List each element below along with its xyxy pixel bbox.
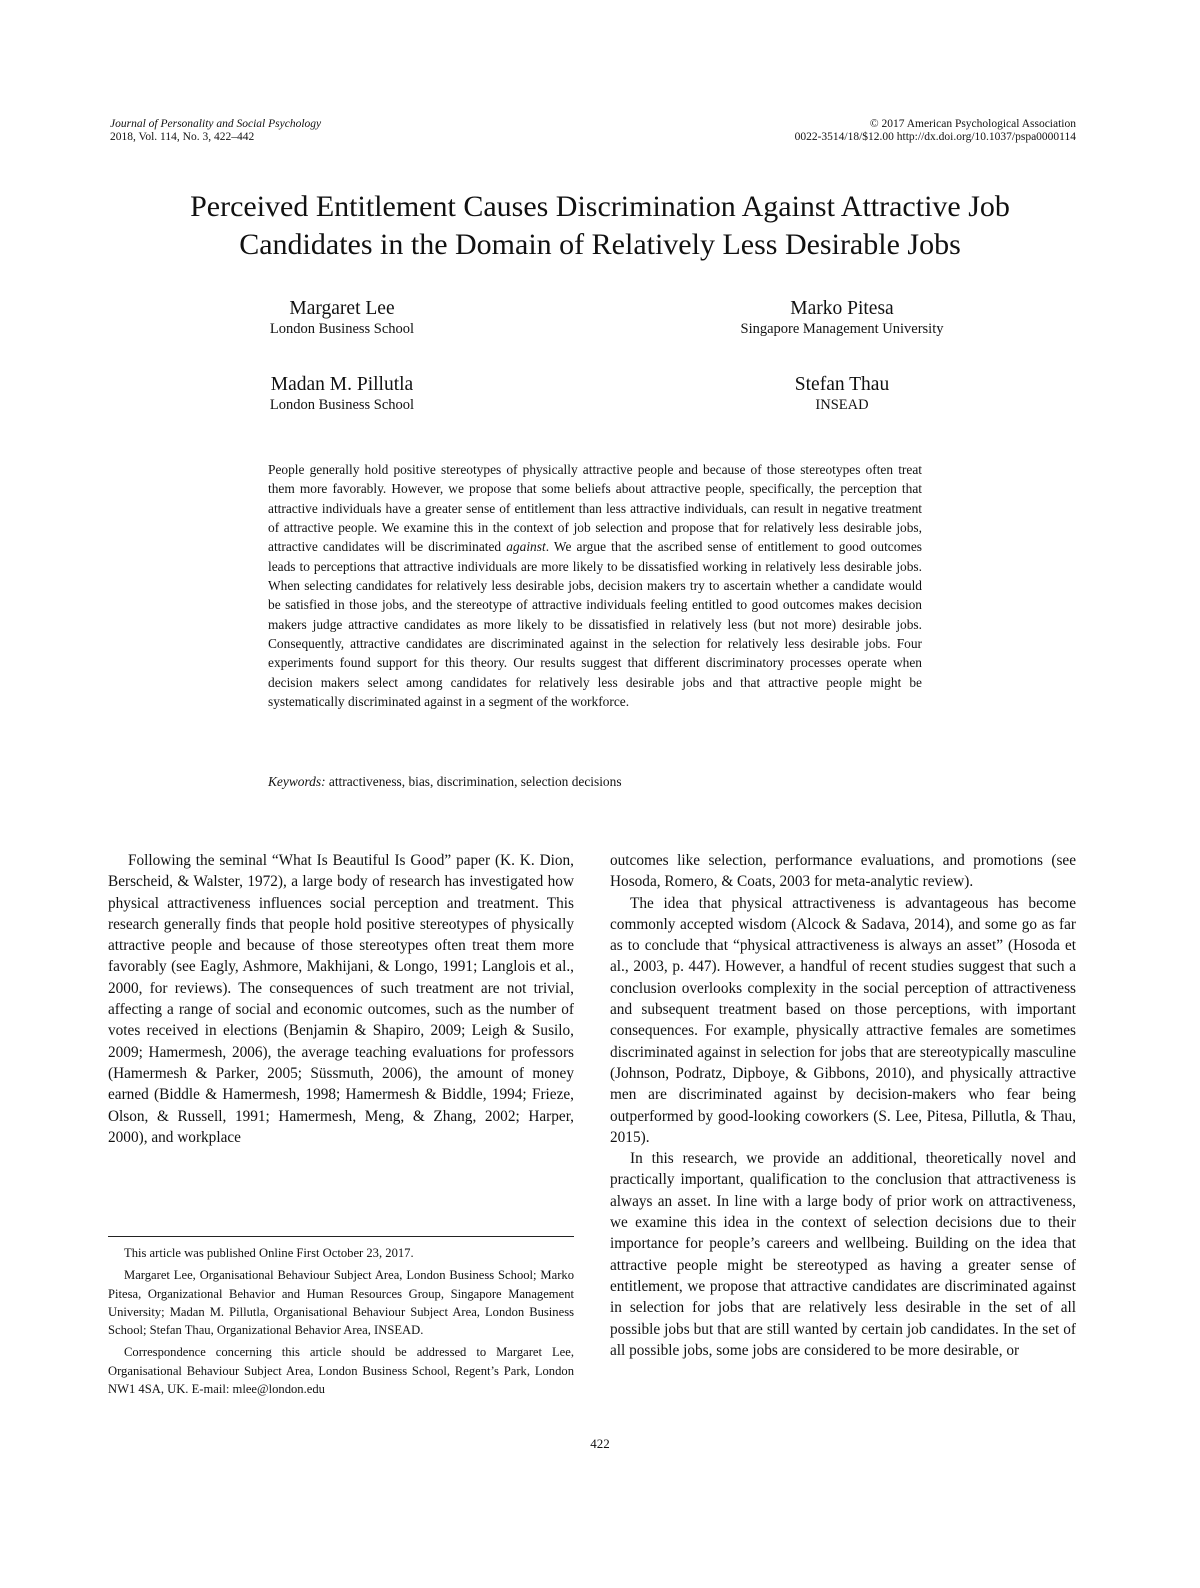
body-right-column — [610, 850, 1076, 1361]
journal-name: Journal of Personality and Social Psychology — [110, 118, 322, 130]
keywords — [268, 772, 922, 791]
body-paragraph: Following the seminal “What Is Beautiful Is Good” paper (K. K. Dion, Berscheid, & Walster, 1972), a large body of research has investigated how physical attractiveness influences social perception and treatment. This research generally finds that people hold positive stereotypes of physically attractive people and because of those stereotypes often treat them more favorably (see Eagly, Ashmore, Makhijani, & Longo, 1991; Langlois et al., 2000, for reviews). The consequences of such treatment are not trivial, affecting a range of social and economic outcomes, such as the number of votes received in elections (Benjamin & Shapiro, 2009; Leigh & Susilo, 2009; Hamermesh, 2006), the average teaching evaluations for professors (Hamermesh & Parker, 2005; Süssmuth, 2006), the amount of money earned (Biddle & Hamermesh, 1998; Hamermesh & Biddle, 1994; Frieze, Olson, & Russell, 1991; Hamermesh, Meng, & Zhang, 2002; Harper, 2000), and workplace — [108, 852, 574, 1146]
author-affiliation: London Business School — [269, 397, 415, 413]
journal-citation — [110, 118, 321, 144]
footnotes — [108, 1244, 574, 1402]
author-affiliation: Singapore Management University — [740, 321, 944, 337]
abstract — [268, 460, 922, 711]
author-name: Stefan Thau — [794, 374, 890, 395]
footnote-affiliations: Margaret Lee, Organisational Behaviour Subject Area, London Business School; Marko Pitesa, Organizational Behavior and Human Resources Group, Singapore Management University; Madan M. Pillutla, Organisational Behaviour Subject Area, London Business School; Stefan Thau, Organizational Behavior Area, INSEAD. — [108, 1268, 574, 1338]
body-left-column — [108, 850, 574, 1148]
author-block — [132, 374, 552, 414]
body-paragraph: In this research, we provide an additional, theoretically novel and practically important, qualification to the conclusion that attractiveness is always an asset. In line with a large body of prior work on attractiveness, we examine this idea in the context of selection decisions due to their importance for people’s careers and wellbeing. Building on the idea that attractive people might be stereotyped as having a greater sense of entitlement, we propose that attractive candidates are discriminated against in selection for jobs that are relatively less desirable in the set of all possible jobs but that are still wanted by certain job candidates. In the set of all possible jobs, some jobs are considered to be more desirable, or — [610, 1150, 1076, 1359]
abstract-text-1: People generally hold positive stereotypes of physically attractive people and because of those stereotypes often treat them more favorably. However, we propose that some beliefs about attractive people, specifically, the perception that attractive individuals have a greater sense of entitlement than less attractive individuals, can result in negative treatment of attractive people. We examine this in the context of job selection and propose that for relatively less desirable jobs, attractive candidates will be discriminated — [268, 462, 922, 555]
body-paragraph: outcomes like selection, performance evaluations, and promotions (see Hosoda, Romero, & Coats, 2003 for meta-analytic review). — [610, 852, 1076, 891]
abstract-text-2: . We argue that the ascribed sense of entitlement to good outcomes leads to perceptions that attractive individuals are more likely to be dissatisfied working in relatively less desirable jobs. When selecting candidates for relatively less desirable jobs, decision makers try to ascertain whether a candidate would be satisfied in those jobs, and the stereotype of attractive individuals feeling entitled to good outcomes makes decision makers judge attractive candidates as more likely to be dissatisfied in relatively less (but not more) desirable jobs. Consequently, attractive candidates are discriminated against in the selection for relatively less desirable jobs. Four experiments found support for this theory. Our results suggest that different discriminatory processes operate when decision makers select among candidates for relatively less desirable jobs and that attractive people might be systematically discriminated against in a segment of the workforce. — [268, 539, 922, 710]
keywords-list: attractiveness, bias, discrimination, selection decisions — [325, 774, 622, 789]
copyright-block — [795, 118, 1076, 144]
copyright-notice: © 2017 American Psychological Association — [869, 118, 1076, 130]
journal-volume: 2018, Vol. 114, No. 3, 422–442 — [110, 131, 255, 143]
author-block — [132, 298, 552, 338]
abstract-emphasis: against — [506, 539, 546, 555]
title-line-2: Candidates in the Domain of Relatively Less Desirable Jobs — [239, 228, 961, 261]
author-name: Margaret Lee — [289, 298, 395, 319]
page-number: 422 — [590, 1436, 610, 1451]
footnote-divider — [108, 1236, 574, 1237]
author-name: Marko Pitesa — [790, 298, 894, 319]
author-name: Madan M. Pillutla — [270, 374, 414, 395]
body-paragraph: The idea that physical attractiveness is advantageous has become commonly accepted wisdom (Alcock & Sadava, 2014), and some go as far as to conclude that “physical attractiveness is always an asset” (Hosoda et al., 2003, p. 447). However, a handful of recent studies suggest that such a conclusion overlooks complexity in the social perception of attractiveness and subsequent treatment based on those perceptions, with important consequences. For example, physically attractive females are sometimes discriminated against in selection for jobs that are stereotypically masculine (Johnson, Podratz, Dipboye, & Gibbons, 2010), and physically attractive men are discriminated against by decision-makers who fear being outperformed by good-looking coworkers (S. Lee, Pitesa, Pillutla, & Thau, 2015). — [610, 894, 1076, 1146]
article-title — [100, 188, 1100, 264]
author-block — [632, 298, 1052, 338]
author-affiliation: London Business School — [269, 321, 415, 337]
title-line-1: Perceived Entitlement Causes Discrimination Against Attractive Job — [190, 190, 1010, 223]
author-affiliation: INSEAD — [815, 397, 869, 413]
doi-line[interactable]: 0022-3514/18/$12.00 http://dx.doi.org/10.1037/pspa0000114 — [794, 131, 1076, 143]
author-block — [632, 374, 1052, 414]
footnote-correspondence: Correspondence concerning this article should be addressed to Margaret Lee, Organisational Behaviour Subject Area, London Business School, Regent’s Park, London NW1 4SA, UK. E-mail: mlee@london.edu — [108, 1345, 574, 1397]
footnote-online-first: This article was published Online First October 23, 2017. — [124, 1246, 414, 1260]
keywords-label: Keywords: — [268, 774, 326, 789]
